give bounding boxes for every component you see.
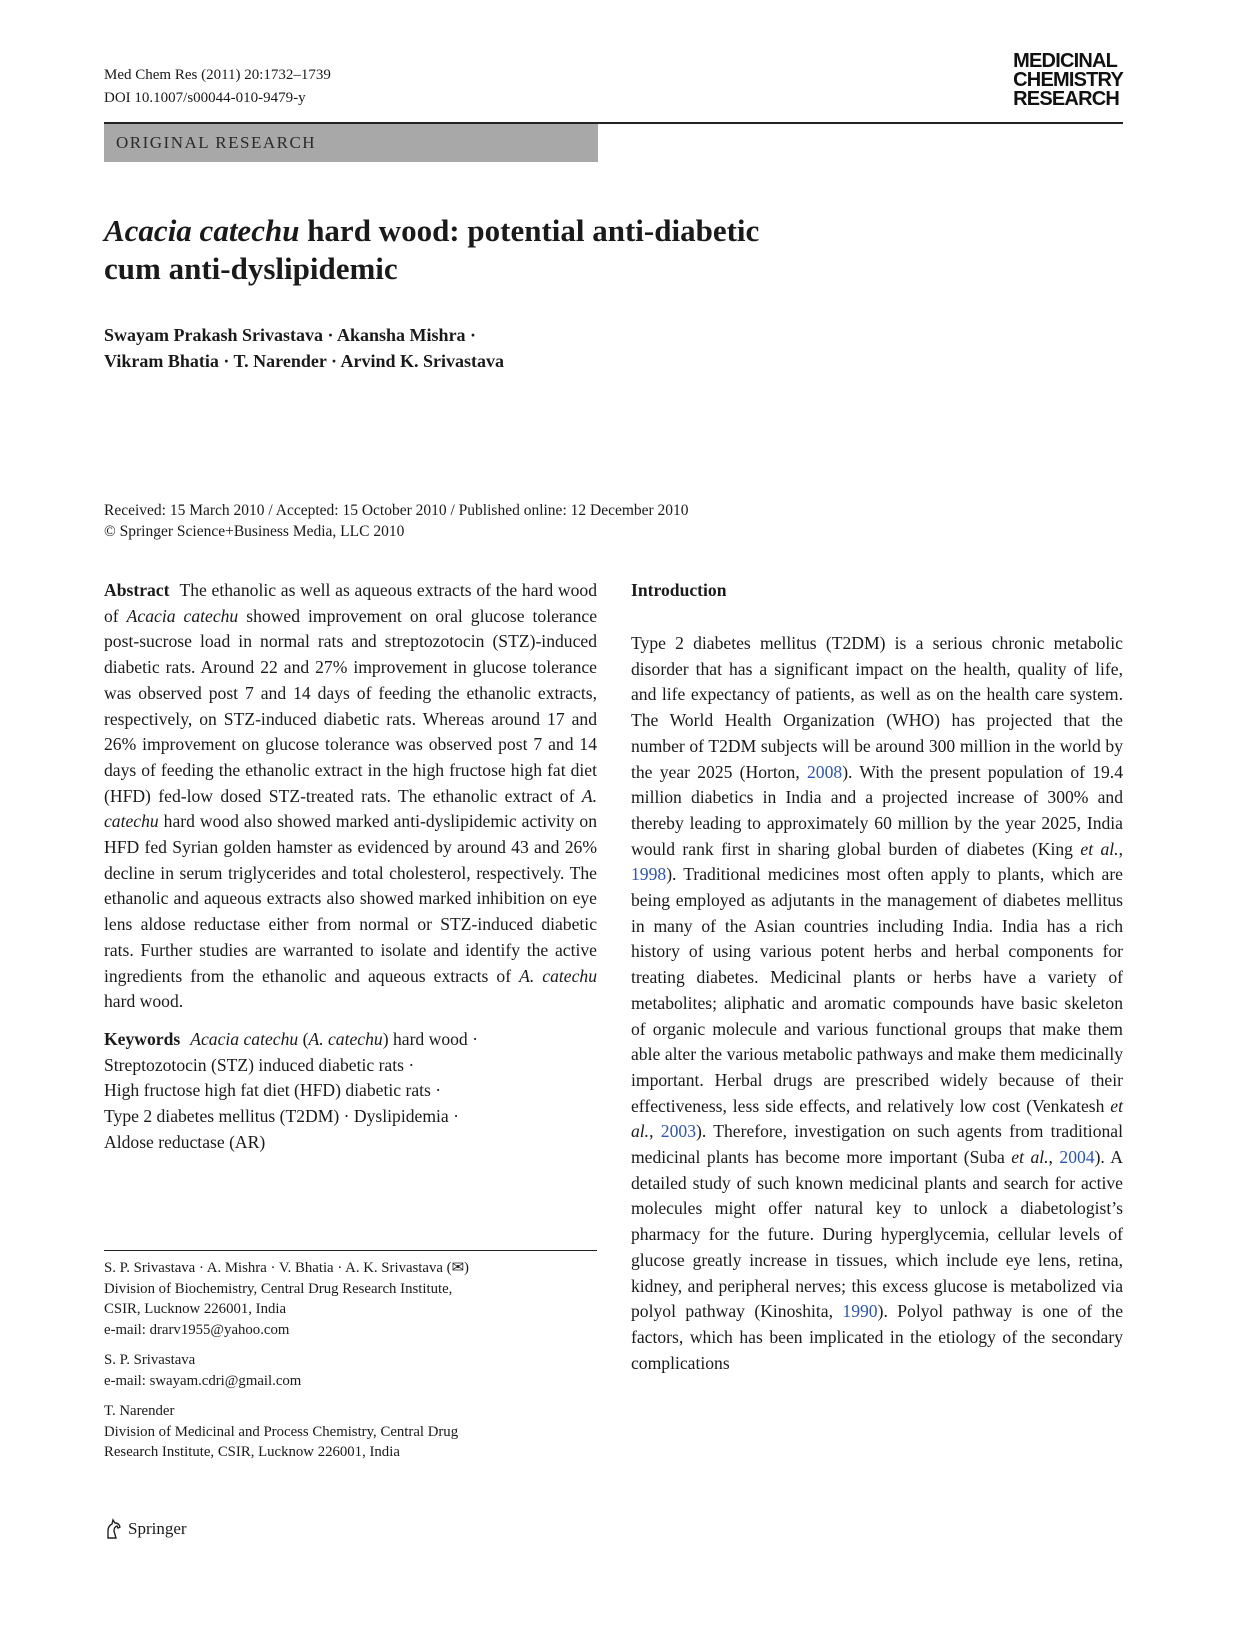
publisher-footer xyxy=(104,1518,187,1540)
article-title xyxy=(104,212,864,288)
left-column xyxy=(104,578,597,1155)
publisher-name: Springer xyxy=(128,1519,187,1538)
copyright-line: © Springer Science+Business Media, LLC 2010 xyxy=(104,523,405,540)
abstract: Abstract The ethanolic as well as aqueous extracts of the hard wood of Acacia catechu showed improvement on oral glucose tolerance post-sucrose load in normal rats and streptozotocin (STZ)-induced diabetic rats. Around 22 and 27% improvement in glucose tolerance was observed post 7 and 14 days of feeding the ethanolic extracts, respectively, on STZ-induced diabetic rats. Whereas around 17 and 26% improvement on glucose tolerance was observed post 7 and 14 days of feeding the ethanolic extract in the high fructose high fat diet (HFD) fed-low dosed STZ-treated rats. The ethanolic extract of A. catechu hard wood also showed marked anti-dyslipidemic activity on HFD fed Syrian golden hamster as evidenced by around 43 and 26% decline in serum triglycerides and total cholesterol, respectively. The ethanolic and aqueous extracts also showed marked inhibition on eye lens aldose reductase either from normal or STZ-induced diabetic rats. Further studies are warranted to isolate and identify the active ingredients from the ethanolic and aqueous extracts of A. catechu hard wood. xyxy=(104,580,597,1012)
citation-link[interactable]: 2003 xyxy=(660,1121,696,1142)
citation-link[interactable]: 1990 xyxy=(842,1301,878,1322)
doi: DOI 10.1007/s00044-010-9479-y xyxy=(104,90,306,106)
keyword: Aldose reductase (AR) xyxy=(104,1131,266,1152)
journal-logo xyxy=(1013,52,1123,109)
abstract-label: Abstract xyxy=(104,580,170,600)
keyword: Type 2 diabetes mellitus (T2DM) · Dyslipidemia · xyxy=(104,1106,459,1127)
affiliation-block: S. P. Srivastava · A. Mishra · V. Bhatia · A. K. Srivastava (✉) Division of Biochemistry, Central Drug Research Institute, CSIR, Lucknow 226001, India e-mail: drarv1955@yahoo.com xyxy=(104,1258,597,1340)
keyword: Streptozotocin (STZ) induced diabetic rats · xyxy=(104,1054,415,1075)
introduction-body: Type 2 diabetes mellitus (T2DM) is a serious chronic metabolic disorder that has a significant impact on the health, quality of life, and life expectancy of patients, as well as on the health care system. The World Health Organization (WHO) has projected that the number of T2DM subjects will be around 300 million in the world by the year 2025 (Horton, 2008). With the present population of 19.4 million diabetics in India and a projected increase of 300% and thereby leading to approximately 60 million by the year 2025, India would rank first in sharing global burden of diabetes (King et al., 1998). Traditional medicines most often apply to plants, which are being employed as adjutants in the management of diabetes mellitus in many of the Asian countries including India. India has a rich history of using various potent herbs and herbal components for treating diabetes. Medicinal plants or herbs have a variety of metabolites; aliphatic and aromatic compounds have basic skeleton of organic molecule and various functional groups that make them able alter the various metabolic pathways and make them medicinally important. Herbal drugs are prescribed widely because of their effectiveness, less side effects, and relatively low cost (Venkatesh et al., 2003). Therefore, investigation on such agents from traditional medicinal plants has become more important (Suba et al., 2004). A detailed study of such known medicinal plants and search for active molecules might offer natural key to unlock a diabetologist’s pharmacy for the future. During hyperglycemia, cellular levels of glucose greatly increase in tissues, which include eye lens, retina, kidney, and peripheral nerves; this excess glucose is metabolized via polyol pathway (Kinoshita, 1990). Polyol pathway is one of the factors, which has been implicated in the etiology of the secondary complications xyxy=(631,633,1124,1373)
logo-line: CHEMISTRY xyxy=(1013,69,1123,91)
affiliation-block: S. P. Srivastava e-mail: swayam.cdri@gmail.com xyxy=(104,1350,597,1391)
title-text: hard wood: potential anti-diabetic xyxy=(299,213,760,248)
footnote-rule xyxy=(104,1250,597,1251)
journal-reference xyxy=(104,64,331,110)
author-list xyxy=(104,322,504,374)
author-line: Vikram Bhatia · T. Narender · Arvind K. Srivastava xyxy=(104,351,505,371)
citation-link[interactable]: 2004 xyxy=(1059,1147,1095,1168)
section-heading: Introduction xyxy=(631,580,727,600)
article-category-band xyxy=(104,124,598,162)
citation-link[interactable]: 1998 xyxy=(631,864,667,885)
affiliations xyxy=(104,1258,597,1473)
email-link[interactable]: e-mail: drarv1955@yahoo.com xyxy=(104,1321,290,1338)
journal-citation: Med Chem Res (2011) 20:1732–1739 xyxy=(104,67,331,83)
title-species: Acacia catechu xyxy=(104,213,300,248)
logo-line: RESEARCH xyxy=(1013,88,1119,110)
keywords: Keywords Acacia catechu (A. catechu) hard wood · Streptozotocin (STZ) induced diabetic rats · High fructose high fat diet (HFD) diabetic rats · Type 2 diabetes mellitus (T2DM) · Dyslipidemia · Aldose reductase (AR) xyxy=(104,1027,597,1156)
keyword: High fructose high fat diet (HFD) diabetic rats · xyxy=(104,1080,442,1101)
citation-link[interactable]: 2008 xyxy=(807,761,843,782)
keywords-label: Keywords xyxy=(104,1028,181,1049)
received-accepted-line: Received: 15 March 2010 / Accepted: 15 October 2010 / Published online: 12 December 2010 xyxy=(104,502,689,519)
right-column xyxy=(631,578,1123,1376)
logo-line: MEDICINAL xyxy=(1013,50,1118,72)
publication-dates xyxy=(104,500,689,542)
author-line: Swayam Prakash Srivastava · Akansha Mishra · xyxy=(104,325,477,345)
email-link[interactable]: e-mail: swayam.cdri@gmail.com xyxy=(104,1372,302,1389)
article-category: ORIGINAL RESEARCH xyxy=(116,133,317,152)
affiliation-block: T. Narender Division of Medicinal and Process Chemistry, Central Drug Research Institute, CSIR, Lucknow 226001, India xyxy=(104,1403,459,1460)
title-text: cum anti-dyslipidemic xyxy=(104,251,398,286)
springer-horse-icon xyxy=(104,1518,124,1540)
